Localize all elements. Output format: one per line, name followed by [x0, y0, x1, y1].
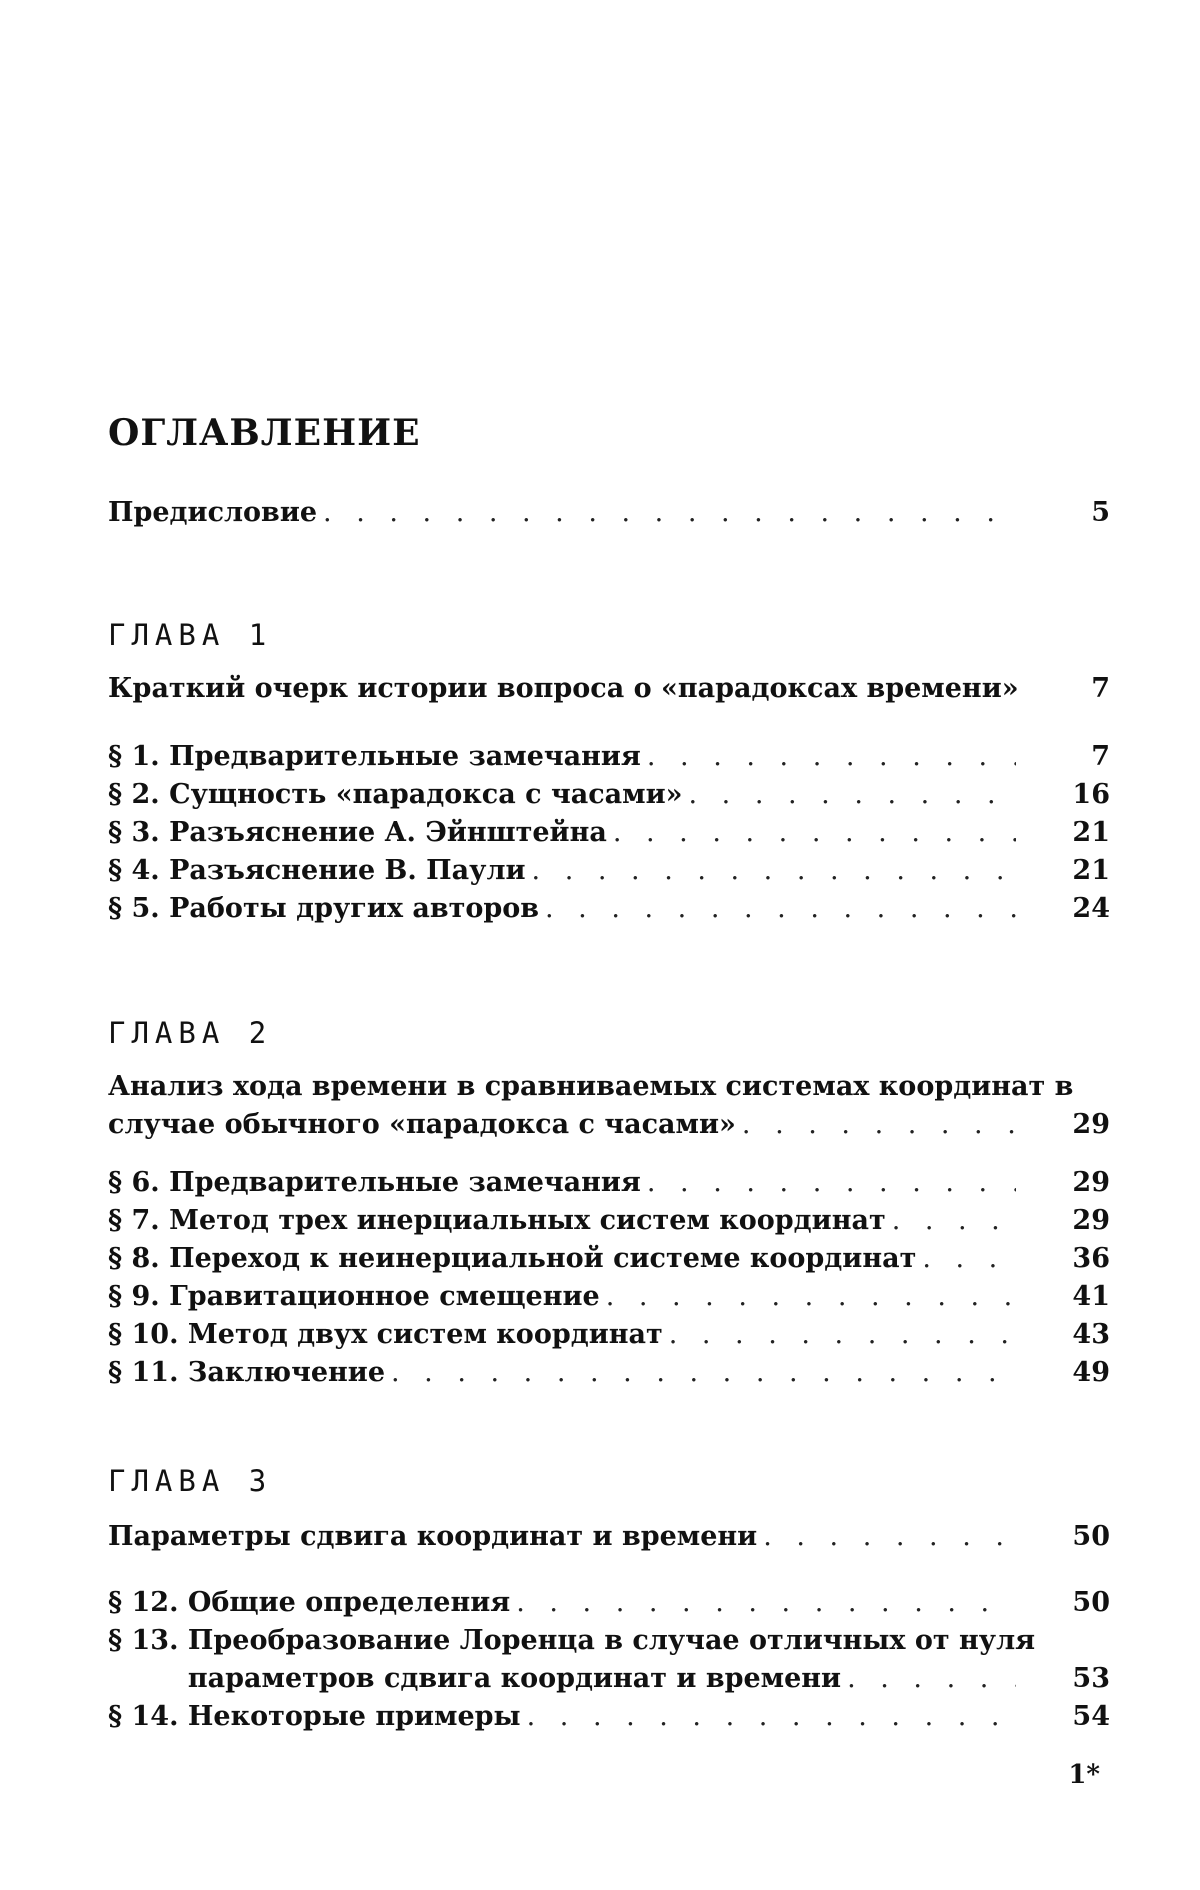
- toc-entry: [108, 890, 1110, 928]
- entry-label: Предварительные замечания: [169, 741, 641, 772]
- entry-label-line2: параметров сдвига координат и времени: [187, 1663, 842, 1694]
- chapter-title-2: [108, 1068, 1110, 1144]
- section-number: § 10.: [108, 1319, 179, 1350]
- toc-entry-preface: [108, 494, 1110, 532]
- leader-dots: [742, 1106, 1016, 1144]
- toc-entry: [108, 1164, 1110, 1202]
- leader-dots: [669, 1316, 1016, 1354]
- entry-page: 7: [1091, 673, 1110, 704]
- toc-entry: [108, 1354, 1110, 1392]
- section-number: § 12.: [108, 1587, 179, 1618]
- entry-page: 36: [1072, 1243, 1110, 1274]
- leader-dots: [922, 1240, 1016, 1278]
- entry-page: 21: [1072, 817, 1110, 848]
- entry-label: Разъяснение В. Паули: [169, 855, 526, 886]
- section-number: § 9.: [108, 1281, 160, 1312]
- toc-entry: [108, 1202, 1110, 1240]
- toc-entry: [108, 1278, 1110, 1316]
- section-number: § 5.: [108, 893, 160, 924]
- page-folio: 1*: [1068, 1760, 1100, 1790]
- entry-label: Сущность «парадокса с часами»: [169, 779, 683, 810]
- leader-dots: [516, 1584, 1016, 1622]
- toc-entry: [108, 814, 1110, 852]
- entry-label: Предисловие: [108, 497, 318, 528]
- entry-page: 49: [1072, 1357, 1110, 1388]
- entry-page: 41: [1072, 1281, 1110, 1312]
- entry-label: Гравитационное смещение: [169, 1281, 600, 1312]
- toc-entry: [108, 1240, 1110, 1278]
- chapter-heading-1: ГЛАВА 1: [108, 618, 273, 652]
- toc-entry: [108, 738, 1110, 776]
- chapter-heading-3: ГЛАВА 3: [108, 1464, 273, 1498]
- section-number: § 6.: [108, 1167, 160, 1198]
- leader-dots: [323, 494, 1016, 532]
- section-number: § 3.: [108, 817, 160, 848]
- leader-dots: [527, 1698, 1016, 1736]
- entry-page: 50: [1072, 1521, 1110, 1552]
- entry-label: Общие определения: [187, 1587, 511, 1618]
- chapter-heading-2: ГЛАВА 2: [108, 1016, 273, 1050]
- leader-dots: [532, 852, 1016, 890]
- entry-label: Метод трех инерциальных систем координат: [169, 1205, 886, 1236]
- section-number: § 14.: [108, 1701, 179, 1732]
- entry-label-line1: Преобразование Лоренца в случае отличных от нуля: [187, 1625, 1036, 1656]
- entry-page: 5: [1091, 497, 1110, 528]
- entry-page: 24: [1072, 893, 1110, 924]
- section-number: § 11.: [108, 1357, 179, 1388]
- toc-entry: [108, 1316, 1110, 1354]
- section-number: § 8.: [108, 1243, 160, 1274]
- leader-dots: [763, 1518, 1016, 1556]
- entry-label: Заключение: [187, 1357, 386, 1388]
- entry-page: 53: [1072, 1663, 1110, 1694]
- entry-label: Работы других авторов: [169, 893, 540, 924]
- entry-page: 29: [1072, 1205, 1110, 1236]
- entry-label: Параметры сдвига координат и времени: [108, 1521, 758, 1552]
- entry-page: 16: [1072, 779, 1110, 810]
- toc-entry: [108, 1622, 1110, 1698]
- entry-page: 43: [1072, 1319, 1110, 1350]
- section-number: § 7.: [108, 1205, 160, 1236]
- toc-entry: [108, 776, 1110, 814]
- entry-label: Переход к неинерциальной системе координат: [169, 1243, 917, 1274]
- section-number: § 1.: [108, 741, 160, 772]
- leader-dots: [391, 1354, 1016, 1392]
- leader-dots: [647, 1164, 1016, 1202]
- entry-page: 29: [1072, 1109, 1110, 1140]
- leader-dots: [613, 814, 1016, 852]
- section-number: § 4.: [108, 855, 160, 886]
- entry-label: Разъяснение А. Эйнштейна: [169, 817, 607, 848]
- leader-dots: [545, 890, 1016, 928]
- entry-label-line2: случае обычного «парадокса с часами»: [108, 1109, 736, 1140]
- leader-dots: [892, 1202, 1016, 1240]
- entry-page: 50: [1072, 1587, 1110, 1618]
- entry-page: 7: [1091, 741, 1110, 772]
- toc-title: ОГЛАВЛЕНИЕ: [108, 412, 421, 454]
- chapter-title-1: [108, 670, 1110, 708]
- section-number: § 13.: [108, 1625, 179, 1656]
- entry-label: Метод двух систем координат: [187, 1319, 663, 1350]
- entry-label-line1: Анализ хода времени в сравниваемых системах координат в: [108, 1071, 1074, 1102]
- leader-dots: [647, 738, 1016, 776]
- entry-page: 21: [1072, 855, 1110, 886]
- leader-dots: [689, 776, 1016, 814]
- toc-entry: [108, 1584, 1110, 1622]
- entry-page: 54: [1072, 1701, 1110, 1732]
- leader-dots: [847, 1660, 1016, 1698]
- entry-label: Некоторые примеры: [187, 1701, 521, 1732]
- entry-page: 29: [1072, 1167, 1110, 1198]
- toc-entry: [108, 1698, 1110, 1736]
- leader-dots: [606, 1278, 1016, 1316]
- entry-label: Краткий очерк истории вопроса о «парадоксах времени»: [108, 673, 1019, 704]
- chapter-title-3: [108, 1518, 1110, 1556]
- section-number: § 2.: [108, 779, 160, 810]
- entry-label: Предварительные замечания: [169, 1167, 641, 1198]
- toc-entry: [108, 852, 1110, 890]
